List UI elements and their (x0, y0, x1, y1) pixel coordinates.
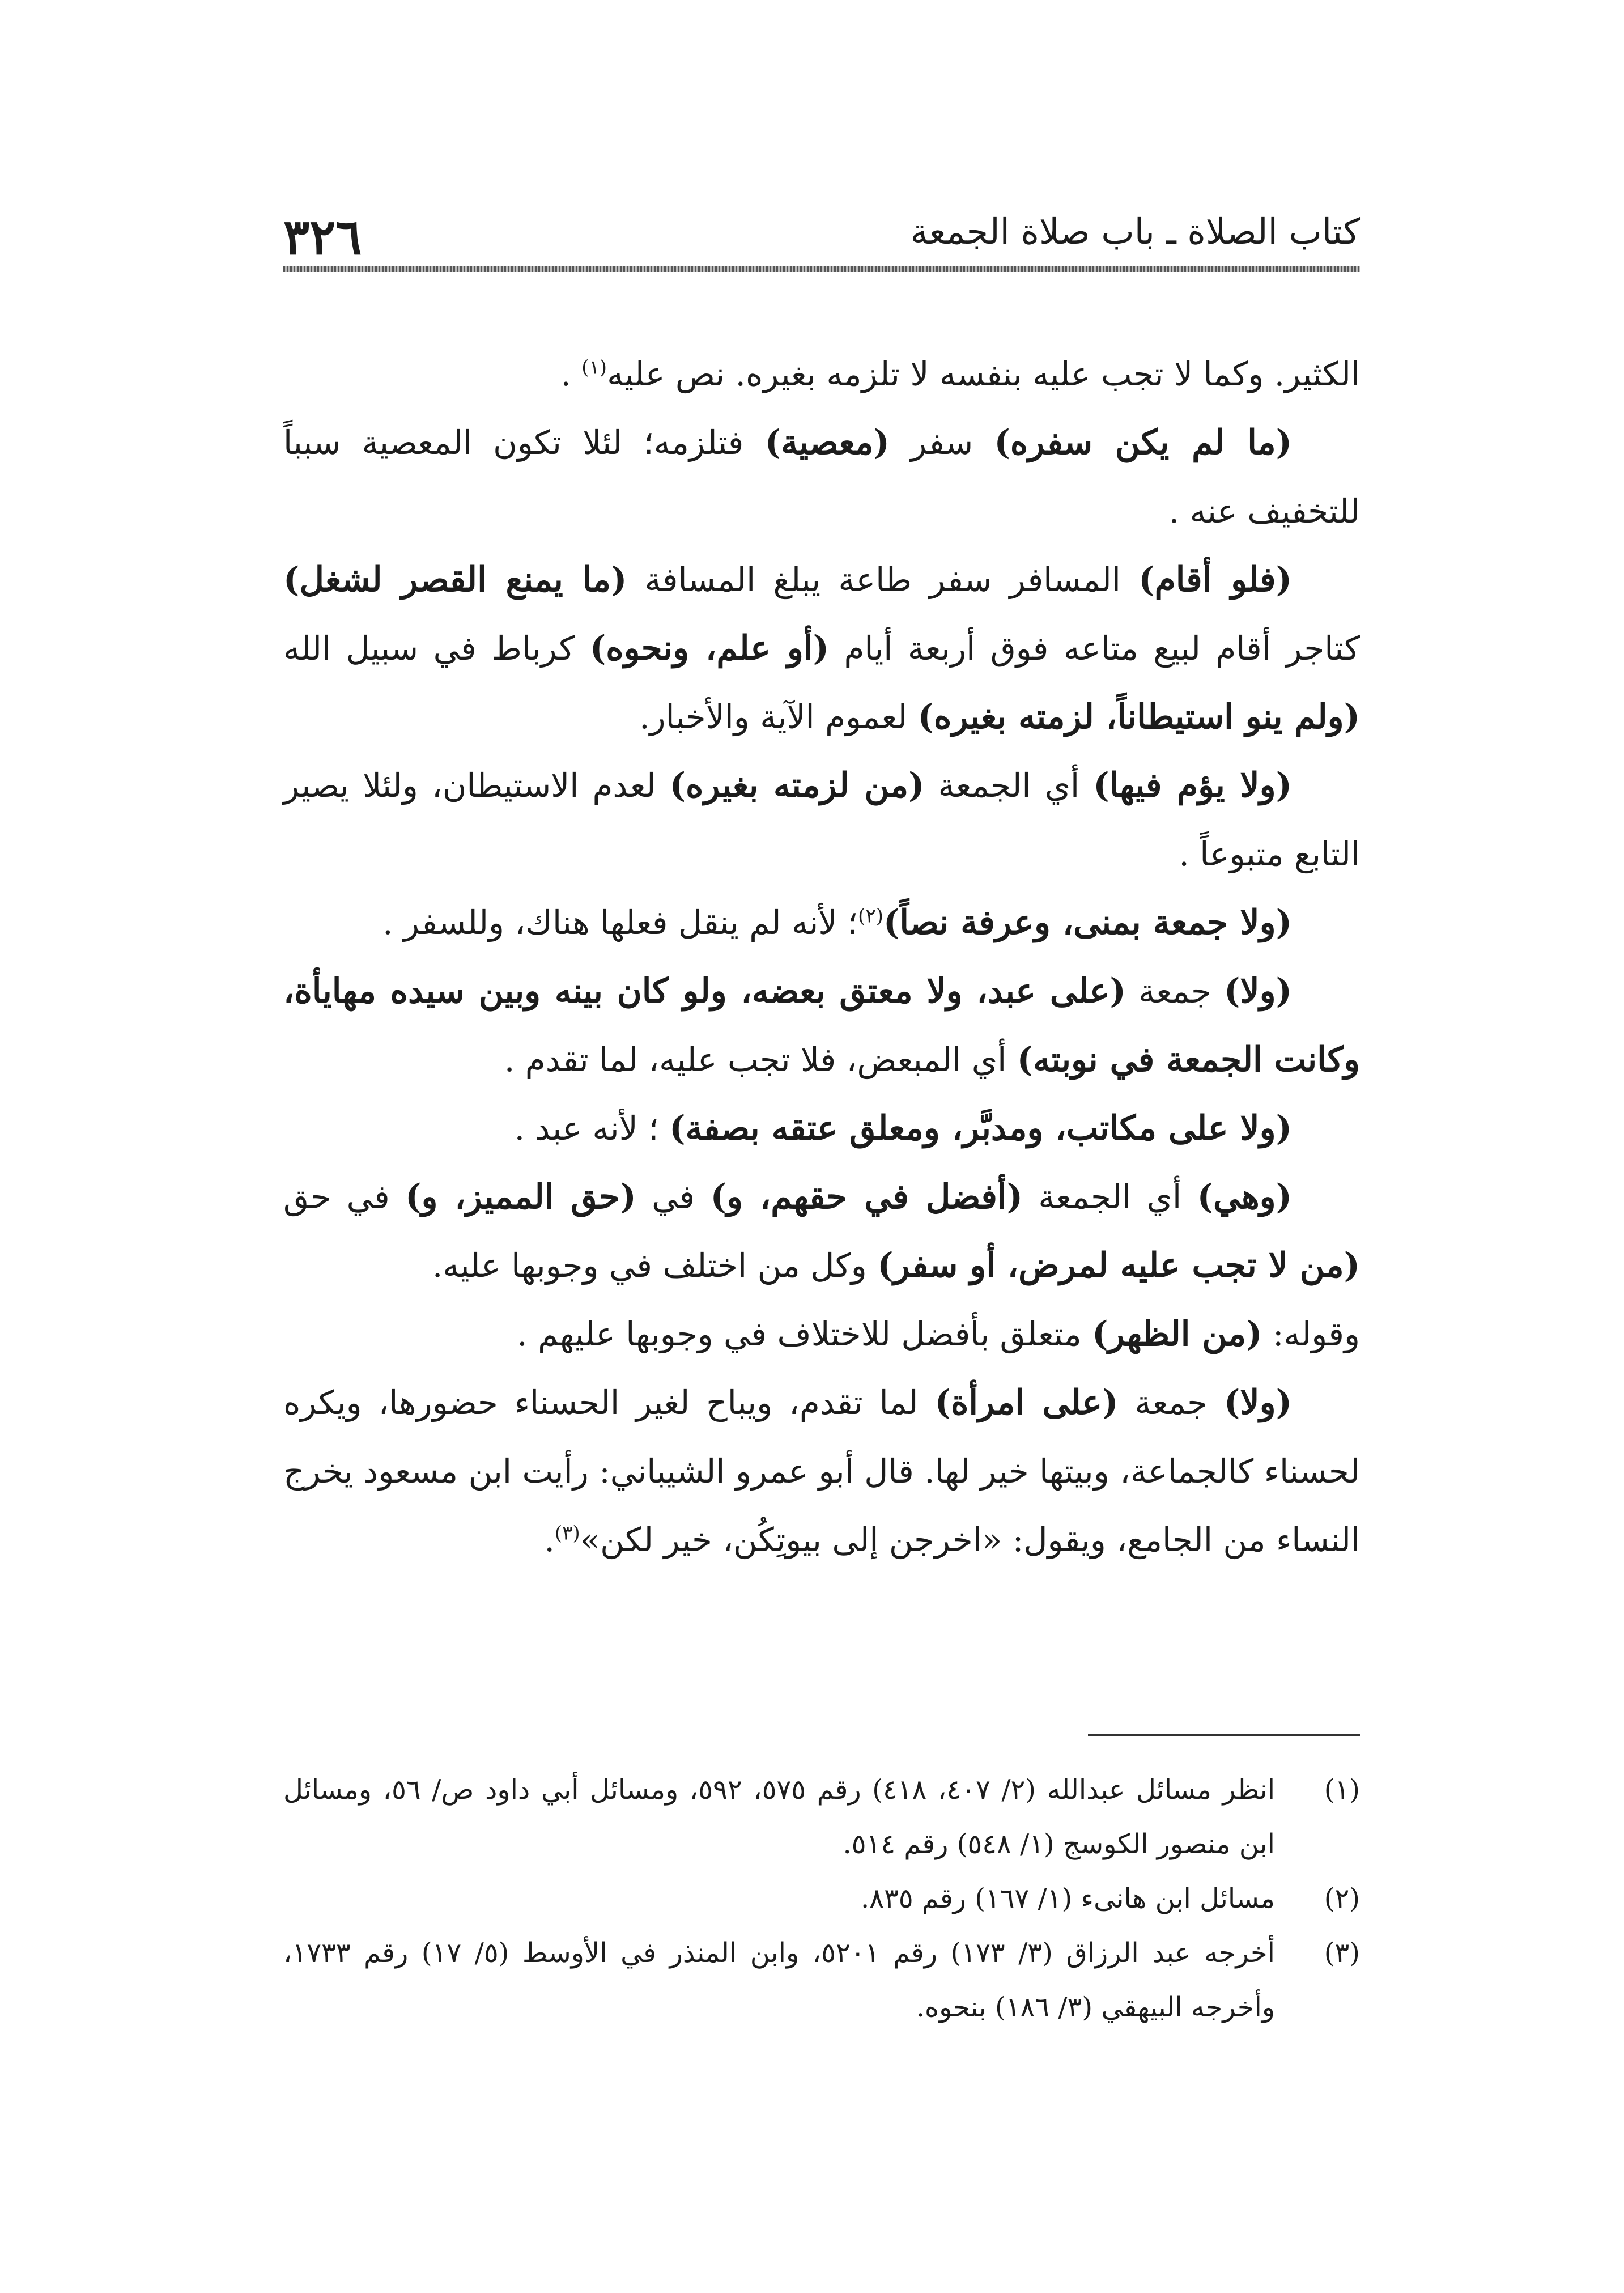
paragraph-text: ؛ لأنه لم ينقل فعلها هناك، وللسفر . (382, 903, 858, 942)
paragraph-text: . (544, 1521, 555, 1559)
footnote-3 (283, 1926, 1360, 2035)
footnote-ref: (٣) (554, 1522, 580, 1545)
matn-phrase: (أو علم، ونحوه) (589, 629, 829, 668)
matn-phrase: (على امرأة) (934, 1383, 1119, 1422)
paragraph-text: في حق (283, 1178, 406, 1216)
footnote-ref: (١) (581, 356, 607, 379)
paragraph-text: فتلزمه؛ لئلا تكون المعصية سبباً للتخفيف عنه . (283, 423, 1360, 530)
paragraph-text: ؛ لأنه عبد . (514, 1109, 670, 1148)
running-title: كتاب الصلاة ـ باب صلاة الجمعة (910, 211, 1360, 252)
matn-phrase: (ولا) (1224, 971, 1293, 1011)
footnote-1 (283, 1763, 1360, 1871)
matn-phrase: (ولا يؤم فيها) (1093, 766, 1292, 805)
matn-phrase: (حق المميز، و) (405, 1177, 636, 1217)
paragraph-text: . (560, 355, 582, 393)
matn-phrase: (من لزمته بغيره) (669, 766, 925, 805)
footnote-text: أخرجه عبد الرزاق (٣/ ١٧٣) رقم ٥٢٠١، وابن المنذر في الأوسط (٥/ ١٧) رقم ١٧٣٣، وأخرجه البيهقي (٣/ ١٨٦) بنحوه. (283, 1937, 1276, 2023)
paragraph-text: سفر (889, 423, 994, 462)
paragraph-text: الكثير. وكما لا تجب عليه بنفسه لا تلزمه بغيره. نص عليه (607, 355, 1360, 393)
paragraph-7 (283, 1094, 1360, 1163)
paragraph-text: وقوله: (1262, 1315, 1360, 1353)
main-text (283, 340, 1360, 1574)
paragraph-text: المسافر سفر طاعة يبلغ المسافة (627, 560, 1139, 599)
matn-phrase: (أفضل في حقهم، و) (710, 1177, 1023, 1217)
footnote-separator (1088, 1734, 1360, 1736)
header-rule (283, 266, 1360, 272)
footnotes (283, 1763, 1360, 2035)
matn-phrase: (ولا جمعة بمنى، وعرفة نصاً) (883, 903, 1292, 942)
paragraph-text: أي الجمعة (924, 766, 1094, 805)
footnote-number: (٢) (1324, 1883, 1360, 1914)
footnote-ref: (٢) (858, 905, 883, 928)
paragraph-text: لعموم الآية والأخبار. (639, 698, 918, 736)
matn-phrase: (ولا) (1224, 1383, 1292, 1422)
paragraph-text: أي المبعض، فلا تجب عليه، لما تقدم . (504, 1041, 1017, 1079)
page-header (283, 198, 1360, 266)
paragraph-text: كرباط في سبيل الله (283, 629, 590, 668)
paragraph-10 (283, 1369, 1360, 1574)
paragraph-1 (283, 340, 1360, 409)
paragraph-text: جمعة (1125, 972, 1225, 1010)
matn-phrase: (فلو أقام) (1138, 560, 1293, 600)
footnote-text: مسائل ابن هانىء (١/ ١٦٧) رقم ٨٣٥. (861, 1883, 1275, 1914)
matn-phrase: (وهي) (1197, 1177, 1293, 1217)
paragraph-6 (283, 957, 1360, 1094)
matn-phrase: (على عبد، ولا معتق بعضه، ولو كان بينه وبين سيده مهايأة، وكانت الجمعة في نوبته) (283, 971, 1360, 1080)
paragraph-text: كتاجر أقام لبيع متاعه فوق أربعة أيام (828, 629, 1360, 668)
paragraph-text: أي الجمعة (1022, 1178, 1197, 1216)
paragraph-9 (283, 1300, 1360, 1369)
paragraph-3 (283, 546, 1360, 751)
footnote-2 (283, 1871, 1360, 1926)
footnote-number: (٣) (1324, 1937, 1360, 1969)
paragraph-8 (283, 1163, 1360, 1300)
paragraph-5 (283, 889, 1360, 957)
matn-phrase: (ولم ينو استيطاناً، لزمته بغيره) (917, 697, 1360, 737)
matn-phrase: (من الظهر) (1092, 1314, 1262, 1354)
matn-phrase: (من لا تجب عليه لمرض، أو سفر) (877, 1246, 1360, 1285)
paragraph-text: متعلق بأفضل للاختلاف في وجوبها عليهم . (517, 1315, 1092, 1353)
matn-phrase: (ولا على مكاتب، ومدبَّر، ومعلق عتقه بصفة) (669, 1109, 1292, 1148)
matn-phrase: (معصية) (764, 423, 890, 462)
footnote-number: (١) (1324, 1774, 1360, 1806)
paragraph-text: وكل من اختلف في وجوبها عليه. (432, 1246, 878, 1285)
paragraph-text: لما تقدم، ويباح لغير الحسناء حضورها، ويكره لحسناء كالجماعة، وبيتها خير لها. قال أبو عمرو الشيباني: رأيت ابن مسعود يخرج النساء من الجامع، ويقول: «اخرجن إلى بيوتِكُن، خير لكن» (283, 1383, 1360, 1559)
paragraph-4 (283, 751, 1360, 889)
paragraph-text: لعدم الاستيطان، ولئلا يصير التابع متبوعاً . (283, 766, 1360, 873)
page-number: ٣٢٦ (283, 209, 362, 266)
paragraph-text: في (636, 1178, 711, 1216)
paragraph-2 (283, 409, 1360, 546)
paragraph-text: جمعة (1118, 1383, 1225, 1422)
footnote-text: انظر مسائل عبدالله (٢/ ٤٠٧، ٤١٨) رقم ٥٧٥، ٥٩٢، ومسائل أبي داود ص/ ٥٦، ومسائل ابن منصور الكوسج (١/ ٥٤٨) رقم ٥١٤. (283, 1774, 1276, 1860)
matn-phrase: (ما يمنع القصر لشغل) (283, 560, 627, 600)
matn-phrase: (ما لم يكن سفره) (994, 423, 1292, 462)
